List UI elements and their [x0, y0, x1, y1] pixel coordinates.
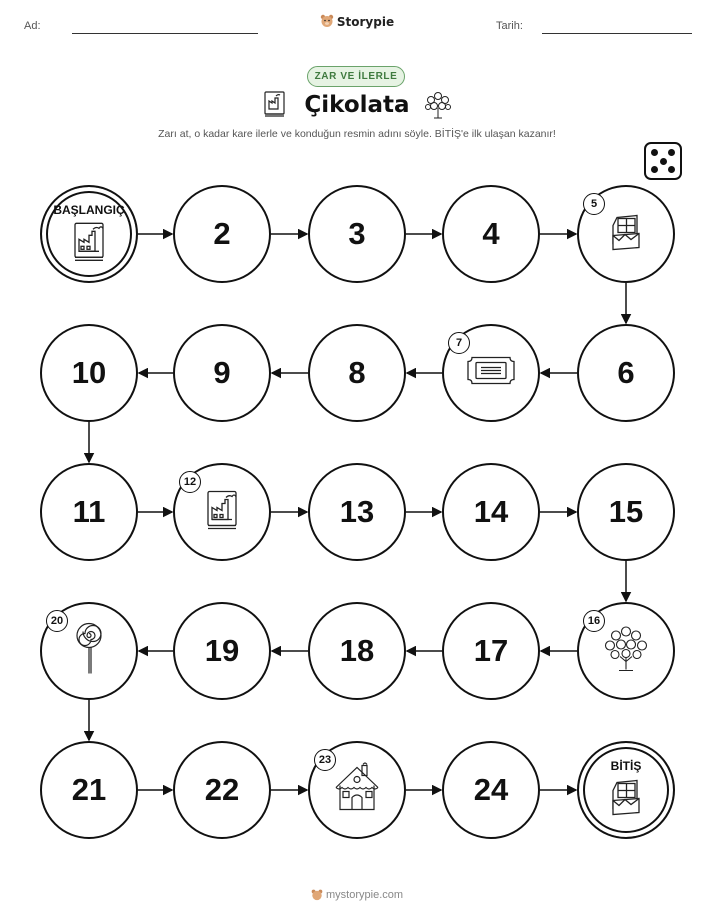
space-number-badge: 7 [448, 332, 470, 354]
factory-book-icon [203, 488, 241, 537]
space-number: 21 [71, 772, 107, 807]
space-number: 9 [213, 355, 231, 390]
space-number-badge: 20 [46, 610, 68, 632]
space-number: 10 [71, 355, 107, 390]
lollipop-icon [74, 622, 104, 681]
board-space[interactable] [173, 463, 271, 561]
golden-ticket-icon [466, 356, 516, 391]
space-number: 22 [204, 772, 240, 807]
board-space[interactable] [442, 602, 540, 700]
board-space[interactable] [308, 463, 406, 561]
board-space[interactable] [577, 602, 675, 700]
start-space[interactable] [40, 185, 138, 283]
footer [0, 889, 714, 901]
space-number-badge: 5 [583, 193, 605, 215]
board-space[interactable] [442, 324, 540, 422]
board-space[interactable] [40, 741, 138, 839]
space-number: 14 [473, 494, 509, 529]
date-label: Tarih: [496, 20, 523, 32]
space-number: 15 [608, 494, 644, 529]
board-space[interactable] [40, 602, 138, 700]
board-space[interactable] [577, 185, 675, 283]
candy-house-icon [332, 762, 382, 819]
board-space[interactable] [308, 602, 406, 700]
candy-tree-icon [604, 624, 648, 679]
board-space[interactable] [442, 463, 540, 561]
space-number-badge: 23 [314, 749, 336, 771]
space-number: 11 [72, 494, 106, 529]
space-number: 13 [339, 494, 375, 529]
factory-book-icon [70, 219, 108, 268]
space-number-badge: 16 [583, 610, 605, 632]
space-number-badge: 12 [179, 471, 201, 493]
board-space[interactable] [173, 602, 271, 700]
board-space[interactable] [577, 324, 675, 422]
finish-label: BİTİŞ [610, 759, 642, 773]
footer-url: mystorypie.com [326, 889, 404, 901]
space-number: 6 [617, 355, 635, 390]
space-number: 18 [339, 633, 375, 668]
game-type-badge: ZAR VE İLERLE [307, 66, 405, 87]
space-number: 17 [473, 633, 509, 668]
page-title: Çikolata [304, 92, 410, 118]
board-space[interactable] [308, 741, 406, 839]
board-space[interactable] [173, 185, 271, 283]
board-space[interactable] [442, 741, 540, 839]
space-number: 24 [473, 772, 509, 807]
bear-logo-icon [311, 889, 326, 901]
space-number: 2 [213, 216, 231, 251]
start-label: BAŞLANGIÇ [53, 203, 125, 217]
board-space[interactable] [40, 463, 138, 561]
space-number: 3 [348, 216, 366, 251]
space-number: 19 [204, 633, 240, 668]
finish-space[interactable] [577, 741, 675, 839]
board-space[interactable] [442, 185, 540, 283]
board-space[interactable] [40, 324, 138, 422]
space-number: 4 [482, 216, 500, 251]
board-space[interactable] [308, 185, 406, 283]
brand-name: Storypie [336, 15, 395, 29]
chocolate-bar-icon [609, 777, 643, 822]
board-space[interactable] [577, 463, 675, 561]
instructions: Zarı at, o kadar kare ilerle ve konduğun resmin adını söyle. BİTİŞ'e ilk ulaşan kazanır! [158, 128, 556, 140]
chocolate-bar-icon [609, 212, 643, 257]
board-space[interactable] [173, 324, 271, 422]
board-space[interactable] [173, 741, 271, 839]
name-label: Ad: [24, 20, 41, 32]
board-space[interactable] [308, 324, 406, 422]
space-number: 8 [348, 355, 366, 390]
